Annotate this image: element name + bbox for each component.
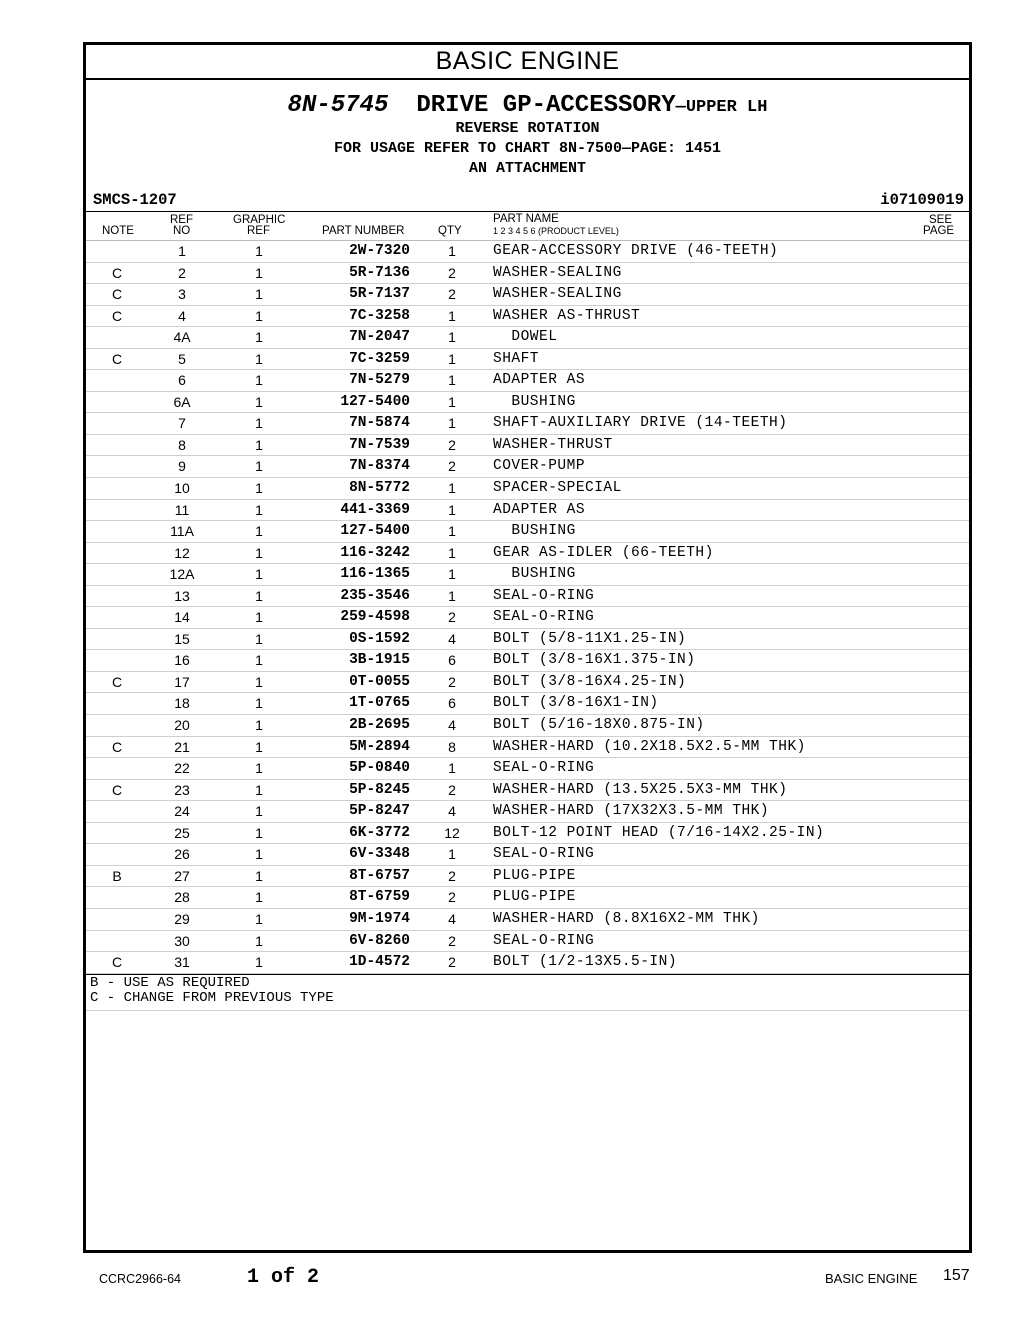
row-part-number: 116-1365 <box>340 566 410 583</box>
row-ref-no: 23 <box>174 781 190 798</box>
row-part-name: BOLT (3/8-16X1.375-IN) <box>493 652 696 669</box>
row-ref-no: 3 <box>178 286 186 303</box>
row-part-number: 9M-1974 <box>349 910 410 927</box>
row-qty: 1 <box>448 243 456 259</box>
row-qty: 6 <box>448 695 456 712</box>
table-row <box>86 737 969 759</box>
row-part-number: 1T-0765 <box>349 695 410 712</box>
row-qty: 1 <box>448 501 456 518</box>
subtitle-attachment: AN ATTACHMENT <box>468 160 587 177</box>
row-part-number: 5P-0840 <box>349 760 410 777</box>
row-part-name: WASHER AS-THRUST <box>493 307 641 324</box>
footer-page-number: 157 <box>943 1267 970 1284</box>
row-qty: 2 <box>448 932 456 949</box>
group-part-number: 8N-5745 <box>287 92 389 119</box>
table-row <box>86 866 969 888</box>
row-part-name: COVER-PUMP <box>493 458 586 475</box>
row-part-number: 7N-5874 <box>349 415 410 432</box>
row-qty: 2 <box>448 781 456 798</box>
row-graphic-ref: 1 <box>255 436 263 453</box>
row-qty: 2 <box>448 889 456 906</box>
row-graphic-ref: 1 <box>255 824 263 841</box>
row-part-name: BUSHING <box>493 566 576 583</box>
row-part-number: 2W-7320 <box>349 243 410 259</box>
row-part-number: 5P-8245 <box>349 781 410 798</box>
row-qty: 1 <box>448 566 456 583</box>
footer-page-of: 1 of 2 <box>247 1266 320 1289</box>
row-qty: 2 <box>448 954 456 971</box>
row-ref-no: 27 <box>174 867 190 884</box>
parts-table <box>86 241 969 974</box>
row-part-name: BOLT (3/8-16X1-IN) <box>493 695 659 712</box>
table-row <box>86 758 969 780</box>
row-graphic-ref: 1 <box>255 954 263 971</box>
row-part-name: WASHER-HARD (13.5X25.5X3-MM THK) <box>493 781 788 798</box>
table-row <box>86 327 969 349</box>
row-qty: 1 <box>448 587 456 604</box>
row-graphic-ref: 1 <box>255 372 263 389</box>
table-row <box>86 823 969 845</box>
row-ref-no: 10 <box>174 480 190 497</box>
subtitle-rotation: REVERSE ROTATION <box>455 120 600 137</box>
row-part-number: 0S-1592 <box>349 630 410 647</box>
row-graphic-ref: 1 <box>255 480 263 497</box>
row-ref-no: 1 <box>178 243 186 259</box>
row-graphic-ref: 1 <box>255 738 263 755</box>
col-qty: QTY <box>438 225 462 237</box>
row-part-name: WASHER-SEALING <box>493 264 622 281</box>
col-graphic-top: GRAPHIC <box>233 214 286 226</box>
row-qty: 4 <box>448 803 456 820</box>
table-row <box>86 456 969 478</box>
row-ref-no: 31 <box>174 954 190 971</box>
table-row <box>86 909 969 931</box>
row-part-number: 5M-2894 <box>349 738 410 755</box>
row-graphic-ref: 1 <box>255 566 263 583</box>
row-graphic-ref: 1 <box>255 415 263 432</box>
notes-divider <box>86 1006 969 1011</box>
row-part-name: BOLT (1/2-13X5.5-IN) <box>493 954 678 971</box>
row-graphic-ref: 1 <box>255 652 263 669</box>
row-ref-no: 2 <box>178 264 186 281</box>
footer-doc-code: CCRC2966-64 <box>99 1272 181 1286</box>
row-graphic-ref: 1 <box>255 523 263 540</box>
row-part-name: PLUG-PIPE <box>493 889 576 906</box>
row-ref-no: 11 <box>174 501 190 518</box>
row-part-name: SEAL-O-RING <box>493 846 595 863</box>
row-note: C <box>111 350 123 367</box>
section-title: BASIC ENGINE <box>86 45 969 80</box>
row-part-name: BUSHING <box>493 523 576 540</box>
table-row <box>86 586 969 608</box>
table-row <box>86 241 969 263</box>
row-qty: 1 <box>448 415 456 432</box>
row-part-name: ADAPTER AS <box>493 372 586 389</box>
row-graphic-ref: 1 <box>255 243 263 259</box>
col-see-top: SEE <box>929 214 953 226</box>
row-ref-no: 16 <box>174 652 190 669</box>
row-ref-no: 14 <box>174 609 190 626</box>
row-qty: 6 <box>448 652 456 669</box>
row-graphic-ref: 1 <box>255 329 263 346</box>
row-ref-no: 15 <box>174 630 190 647</box>
row-graphic-ref: 1 <box>255 501 263 518</box>
row-part-name: DOWEL <box>493 329 558 346</box>
row-graphic-ref: 1 <box>255 458 263 475</box>
table-row <box>86 801 969 823</box>
row-qty: 1 <box>448 523 456 540</box>
row-part-name: WASHER-HARD (10.2X18.5X2.5-MM THK) <box>493 738 806 755</box>
row-part-name: WASHER-HARD (8.8X16X2-MM THK) <box>493 910 760 927</box>
table-row <box>86 650 969 672</box>
row-qty: 4 <box>448 717 456 734</box>
table-row <box>86 952 969 974</box>
row-part-name: BOLT (5/8-11X1.25-IN) <box>493 630 687 647</box>
row-part-number: 7N-5279 <box>349 372 410 389</box>
table-row <box>86 435 969 457</box>
col-note: NOTE <box>102 225 134 237</box>
row-part-number: 7N-7539 <box>349 436 410 453</box>
row-graphic-ref: 1 <box>255 350 263 367</box>
code-line <box>86 189 969 212</box>
note-c: C - CHANGE FROM PREVIOUS TYPE <box>90 989 334 1006</box>
group-title-suffix: —UPPER LH <box>675 98 768 117</box>
row-part-name: BOLT-12 POINT HEAD (7/16-14X2.25-IN) <box>493 824 825 841</box>
row-ref-no: 12A <box>169 566 195 583</box>
row-graphic-ref: 1 <box>255 803 263 820</box>
row-part-name: BOLT (5/16-18X0.875-IN) <box>493 717 705 734</box>
row-part-name: PLUG-PIPE <box>493 867 576 884</box>
table-row <box>86 543 969 565</box>
document-id: i07109019 <box>880 191 964 209</box>
row-part-number: 7C-3259 <box>349 350 410 367</box>
row-qty: 2 <box>448 458 456 475</box>
row-note: C <box>111 673 123 690</box>
row-note: C <box>111 307 123 324</box>
row-graphic-ref: 1 <box>255 609 263 626</box>
row-ref-no: 30 <box>174 932 190 949</box>
row-part-number: 0T-0055 <box>349 673 410 690</box>
table-row <box>86 478 969 500</box>
col-ref-top: REF <box>170 214 193 226</box>
row-ref-no: 6A <box>173 393 191 410</box>
col-see-bottom: PAGE <box>923 225 955 237</box>
row-part-name: WASHER-THRUST <box>493 436 613 453</box>
table-row <box>86 629 969 651</box>
row-ref-no: 21 <box>174 738 190 755</box>
row-graphic-ref: 1 <box>255 673 263 690</box>
table-row <box>86 844 969 866</box>
group-heading <box>86 92 969 119</box>
row-qty: 1 <box>448 480 456 497</box>
row-ref-no: 20 <box>174 717 190 734</box>
row-graphic-ref: 1 <box>255 630 263 647</box>
row-graphic-ref: 1 <box>255 587 263 604</box>
row-part-number: 127-5400 <box>340 393 410 410</box>
table-row <box>86 887 969 909</box>
row-ref-no: 13 <box>174 587 190 604</box>
row-part-name: SEAL-O-RING <box>493 609 595 626</box>
row-part-number: 5R-7137 <box>349 286 410 303</box>
row-part-number: 441-3369 <box>340 501 410 518</box>
row-ref-no: 8 <box>178 436 186 453</box>
row-part-number: 5P-8247 <box>349 803 410 820</box>
row-graphic-ref: 1 <box>255 286 263 303</box>
row-part-number: 235-3546 <box>340 587 410 604</box>
row-part-name: SEAL-O-RING <box>493 587 595 604</box>
table-row <box>86 715 969 737</box>
row-graphic-ref: 1 <box>255 717 263 734</box>
row-ref-no: 26 <box>174 846 190 863</box>
table-row <box>86 263 969 285</box>
row-note: C <box>111 781 123 798</box>
row-part-number: 6V-3348 <box>349 846 410 863</box>
row-part-name: BUSHING <box>493 393 576 410</box>
row-part-number: 7N-2047 <box>349 329 410 346</box>
row-qty: 1 <box>448 393 456 410</box>
row-part-number: 7N-8374 <box>349 458 410 475</box>
table-row <box>86 931 969 953</box>
page-frame <box>83 42 972 1253</box>
table-row <box>86 672 969 694</box>
row-part-number: 6K-3772 <box>349 824 410 841</box>
row-part-number: 3B-1915 <box>349 652 410 669</box>
row-part-number: 8T-6759 <box>349 889 410 906</box>
row-part-name: ADAPTER AS <box>493 501 586 518</box>
row-qty: 1 <box>448 544 456 561</box>
row-qty: 1 <box>448 307 456 324</box>
table-row <box>86 564 969 586</box>
row-graphic-ref: 1 <box>255 393 263 410</box>
row-part-name: SHAFT-AUXILIARY DRIVE (14-TEETH) <box>493 415 788 432</box>
note-b: B - USE AS REQUIRED <box>90 974 250 991</box>
row-graphic-ref: 1 <box>255 867 263 884</box>
row-part-name: SEAL-O-RING <box>493 932 595 949</box>
row-qty: 1 <box>448 372 456 389</box>
col-ref-bottom: NO <box>173 225 191 237</box>
table-row <box>86 349 969 371</box>
row-qty: 12 <box>444 824 460 841</box>
row-graphic-ref: 1 <box>255 307 263 324</box>
row-part-number: 8T-6757 <box>349 867 410 884</box>
table-row <box>86 780 969 802</box>
row-part-name: BOLT (3/8-16X4.25-IN) <box>493 673 687 690</box>
smcs-code: SMCS-1207 <box>93 191 177 209</box>
row-part-name: WASHER-HARD (17X32X3.5-MM THK) <box>493 803 770 820</box>
row-qty: 2 <box>448 264 456 281</box>
table-row <box>86 500 969 522</box>
row-qty: 2 <box>448 286 456 303</box>
row-part-number: 5R-7136 <box>349 264 410 281</box>
row-qty: 2 <box>448 609 456 626</box>
row-part-number: 6V-8260 <box>349 932 410 949</box>
row-part-name: GEAR AS-IDLER (66-TEETH) <box>493 544 714 561</box>
table-row <box>86 693 969 715</box>
row-graphic-ref: 1 <box>255 781 263 798</box>
table-row <box>86 370 969 392</box>
col-product-levels: 1 2 3 4 5 6 (PRODUCT LEVEL) <box>493 226 619 236</box>
row-ref-no: 4 <box>178 307 186 324</box>
row-ref-no: 22 <box>174 760 190 777</box>
row-ref-no: 7 <box>178 415 186 432</box>
column-header <box>86 212 969 241</box>
row-graphic-ref: 1 <box>255 932 263 949</box>
table-row <box>86 607 969 629</box>
table-row <box>86 521 969 543</box>
col-graphic-bottom: REF <box>247 225 270 237</box>
row-part-number: 127-5400 <box>340 523 410 540</box>
row-graphic-ref: 1 <box>255 910 263 927</box>
notes-block <box>86 974 969 1006</box>
row-qty: 1 <box>448 350 456 367</box>
row-part-name: SHAFT <box>493 350 540 367</box>
row-graphic-ref: 1 <box>255 695 263 712</box>
row-ref-no: 24 <box>174 803 190 820</box>
table-row <box>86 306 969 328</box>
row-graphic-ref: 1 <box>255 760 263 777</box>
row-qty: 2 <box>448 867 456 884</box>
row-part-name: WASHER-SEALING <box>493 286 622 303</box>
row-qty: 1 <box>448 329 456 346</box>
row-part-number: 116-3242 <box>340 544 410 561</box>
row-part-name: SEAL-O-RING <box>493 760 595 777</box>
row-qty: 4 <box>448 630 456 647</box>
row-part-number: 1D-4572 <box>349 954 410 971</box>
row-qty: 2 <box>448 436 456 453</box>
row-qty: 8 <box>448 738 456 755</box>
row-part-number: 259-4598 <box>340 609 410 626</box>
row-part-name: GEAR-ACCESSORY DRIVE (46-TEETH) <box>493 243 779 259</box>
row-qty: 2 <box>448 673 456 690</box>
row-note: C <box>111 286 123 303</box>
table-row <box>86 392 969 414</box>
row-qty: 1 <box>448 846 456 863</box>
table-row <box>86 284 969 306</box>
group-title: DRIVE GP-ACCESSORY <box>416 92 676 119</box>
col-part-number: PART NUMBER <box>322 225 405 237</box>
table-row <box>86 413 969 435</box>
row-ref-no: 25 <box>174 824 190 841</box>
row-part-number: 8N-5772 <box>349 480 410 497</box>
row-ref-no: 9 <box>178 458 186 475</box>
row-ref-no: 28 <box>174 889 190 906</box>
row-note: C <box>111 954 123 971</box>
row-qty: 4 <box>448 910 456 927</box>
row-part-name: SPACER-SPECIAL <box>493 480 622 497</box>
row-ref-no: 29 <box>174 910 190 927</box>
row-note: B <box>112 867 122 884</box>
row-part-number: 2B-2695 <box>349 717 410 734</box>
footer-section: BASIC ENGINE <box>825 1271 918 1286</box>
row-note: C <box>111 738 123 755</box>
row-qty: 1 <box>448 760 456 777</box>
col-part-name: PART NAME <box>493 213 559 225</box>
row-graphic-ref: 1 <box>255 264 263 281</box>
row-ref-no: 5 <box>178 350 186 367</box>
row-ref-no: 11A <box>170 523 194 540</box>
row-ref-no: 17 <box>174 673 190 690</box>
row-graphic-ref: 1 <box>255 846 263 863</box>
row-part-number: 7C-3258 <box>349 307 410 324</box>
subtitle-usage: FOR USAGE REFER TO CHART 8N-7500—PAGE: 1451 <box>333 140 722 157</box>
row-ref-no: 18 <box>174 695 190 712</box>
page-footer <box>0 1266 1020 1290</box>
row-ref-no: 12 <box>174 544 190 561</box>
row-graphic-ref: 1 <box>255 544 263 561</box>
row-note: C <box>111 264 123 281</box>
row-ref-no: 6 <box>178 372 186 389</box>
row-graphic-ref: 1 <box>255 889 263 906</box>
row-ref-no: 4A <box>173 329 191 346</box>
